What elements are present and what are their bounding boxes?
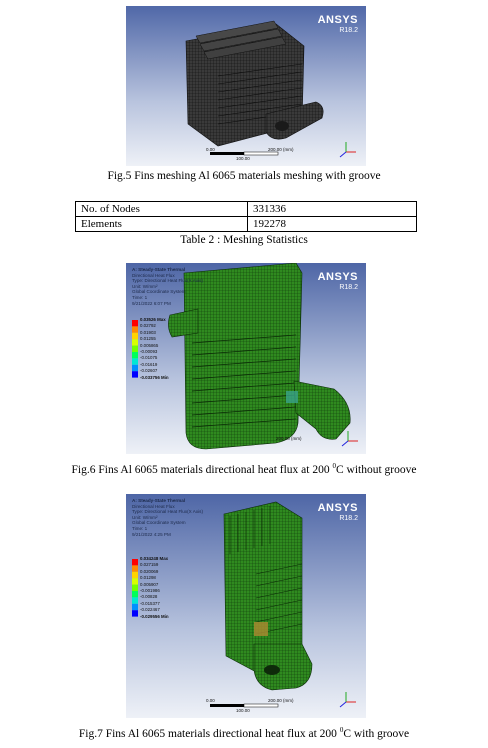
ansys-version: R18.2 bbox=[339, 515, 358, 522]
scale-bar bbox=[210, 152, 278, 155]
scale-bar bbox=[210, 704, 278, 707]
scale-label-start: 0.00 bbox=[206, 698, 215, 703]
legend-max: 0.03526 Max bbox=[140, 317, 166, 322]
legend-value: -0.015377 bbox=[140, 600, 160, 606]
legend-values bbox=[140, 317, 169, 381]
fig5-caption: Fig.5 Fins meshing Al 6065 materials meshing with groove bbox=[107, 170, 381, 182]
table-cell: 192278 bbox=[248, 217, 417, 232]
legend-value: 0.01903 bbox=[140, 329, 156, 335]
ansys-version: R18.2 bbox=[339, 27, 358, 34]
legend-value: -0.01619 bbox=[140, 361, 158, 367]
legend-header-line: Time: 1 bbox=[132, 294, 148, 300]
legend-value: 0.01298 bbox=[140, 575, 156, 581]
ansys-logo bbox=[318, 502, 358, 522]
caption-text: Fig.6 Fins Al 6065 materials directional heat flux at 200 bbox=[71, 463, 333, 476]
legend-header-line: Unit: W/mm² bbox=[132, 514, 158, 520]
ansys-brand: ANSYS bbox=[317, 271, 358, 283]
legend-value: 0.005907 bbox=[140, 581, 159, 587]
legend-header-line: Unit: W/mm² bbox=[132, 283, 158, 289]
legend-header-line: Directional Heat Flux bbox=[132, 503, 175, 509]
caption-superscript: 0 bbox=[339, 726, 344, 734]
table-cell: No. of Nodes bbox=[76, 202, 248, 217]
scale-label-end: 200.00 (mm) bbox=[276, 436, 302, 441]
scale-label-start: 0.00 bbox=[206, 147, 215, 152]
legend-value: -0.022467 bbox=[140, 607, 160, 613]
ansys-brand: ANSYS bbox=[317, 14, 358, 26]
legend-header-line: Time: 1 bbox=[132, 525, 148, 531]
table-cell: 331336 bbox=[248, 202, 417, 217]
legend-header-line: 9/21/2022 6:07 PM bbox=[132, 300, 171, 306]
legend-header bbox=[132, 267, 203, 306]
legend-value: 0.01255 bbox=[140, 336, 156, 342]
table-cell: Elements bbox=[76, 217, 248, 232]
figure-5-mesh bbox=[126, 6, 366, 166]
caption-text: C with groove bbox=[343, 727, 410, 740]
meshing-stats-table bbox=[75, 201, 417, 232]
legend-min: -0.029556 Min bbox=[140, 613, 169, 619]
legend-header-line: A: Steady-State Thermal bbox=[132, 498, 186, 503]
legend-header-line: Global Coordinate System bbox=[132, 289, 186, 295]
caption-text: C without groove bbox=[335, 463, 417, 476]
legend-header-line: Global Coordinate System bbox=[132, 520, 186, 526]
ansys-logo bbox=[318, 271, 358, 291]
legend-value: -0.01075 bbox=[140, 355, 158, 361]
scale-label-mid: 100.00 bbox=[236, 156, 250, 161]
legend-colorbar bbox=[132, 320, 138, 378]
legend-header-line: Type: Directional Heat Flux(X Axis) bbox=[132, 509, 203, 515]
ansys-brand: ANSYS bbox=[317, 502, 358, 514]
scale-label-end: 200.00 (mm) bbox=[268, 147, 294, 152]
legend-value: 0.005865 bbox=[140, 342, 159, 348]
caption-text: Fig.7 Fins Al 6065 materials directional heat flux at 200 bbox=[78, 727, 340, 740]
legend-value: -0.00828 bbox=[140, 594, 158, 600]
scale-label-end: 200.00 (mm) bbox=[268, 698, 294, 703]
legend-header bbox=[132, 498, 203, 537]
fig7-caption bbox=[0, 726, 488, 740]
legend-value: 0.020069 bbox=[140, 568, 159, 574]
ansys-version: R18.2 bbox=[339, 284, 358, 291]
table-row bbox=[76, 217, 417, 232]
ansys-logo bbox=[318, 14, 358, 34]
legend-max: 0.034248 Max bbox=[140, 556, 169, 561]
legend-value: -0.02607 bbox=[140, 368, 158, 374]
legend-min: -0.033756 Min bbox=[140, 374, 169, 380]
legend-value: 0.027159 bbox=[140, 562, 159, 568]
legend-values bbox=[140, 556, 169, 620]
legend-header-line: A: Steady-State Thermal bbox=[132, 267, 186, 272]
legend-header-line: Directional Heat Flux bbox=[132, 272, 175, 278]
caption-superscript: 0 bbox=[332, 462, 336, 470]
legend-value: -0.001986 bbox=[140, 588, 160, 594]
exhaust-port bbox=[254, 644, 312, 690]
fig6-caption bbox=[0, 462, 488, 476]
figure-6-heat-flux bbox=[126, 263, 366, 454]
legend-colorbar bbox=[132, 559, 138, 617]
legend-header-line: 9/21/2022 4:25 PM bbox=[132, 531, 171, 537]
legend-header-line: Type: Directional Heat Flux(X Axis) bbox=[132, 278, 203, 284]
scale-label-mid: 100.00 bbox=[236, 708, 250, 713]
legend-value: 0.02792 bbox=[140, 323, 156, 329]
table-caption: Table 2 : Meshing Statistics bbox=[180, 234, 308, 246]
legend-value: -0.00093 bbox=[140, 349, 158, 355]
figure-7-heat-flux bbox=[126, 494, 366, 718]
table-row bbox=[76, 202, 417, 217]
